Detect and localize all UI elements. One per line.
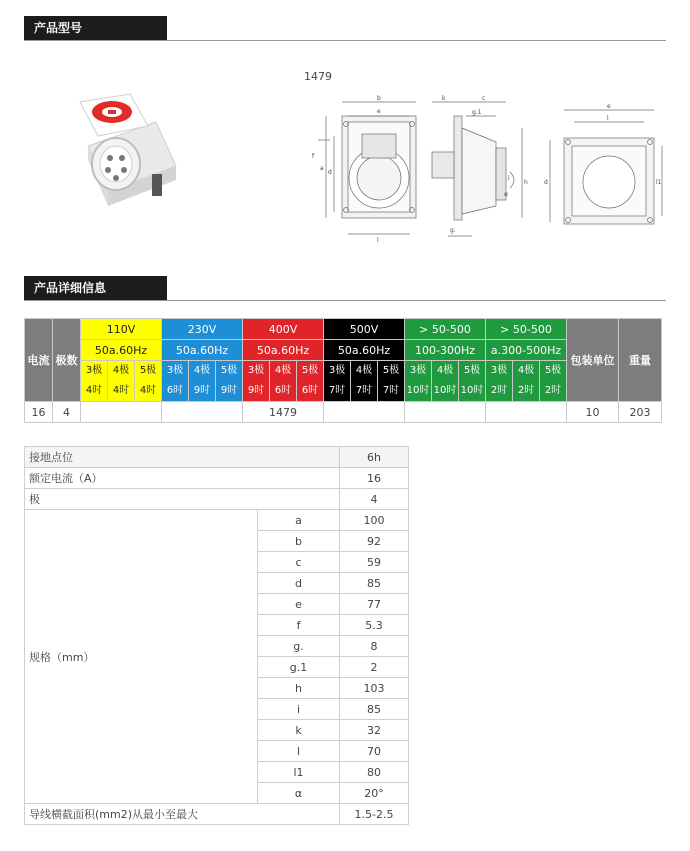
dim-key: h bbox=[258, 678, 340, 699]
dim-label: d bbox=[328, 169, 332, 176]
dim-key: k bbox=[258, 720, 340, 741]
weight-value: 203 bbox=[619, 402, 662, 423]
dim-key: i bbox=[258, 699, 340, 720]
dim-label: e bbox=[377, 108, 381, 115]
dim-key: c bbox=[258, 552, 340, 573]
pole-cell: 3极 7时 bbox=[324, 361, 351, 402]
dimension-drawing bbox=[282, 88, 667, 250]
pole-cell: 3极 6时 bbox=[162, 361, 189, 402]
dim-label: a bbox=[320, 165, 324, 172]
dim-value: 92 bbox=[340, 531, 409, 552]
dim-key: g.1 bbox=[258, 657, 340, 678]
dim-value: 85 bbox=[340, 573, 409, 594]
dim-key: l bbox=[258, 741, 340, 762]
pole-cell: 4极 10时 bbox=[432, 361, 459, 402]
dim-label: f bbox=[312, 153, 315, 160]
package-value: 10 bbox=[567, 402, 619, 423]
pole-cell: 4极 2时 bbox=[513, 361, 540, 402]
model-section-header bbox=[24, 16, 666, 41]
dim-key: α bbox=[258, 783, 340, 804]
dim-key: a bbox=[258, 510, 340, 531]
current-value: 16 bbox=[25, 402, 53, 423]
package-header: 包装单位 bbox=[567, 319, 619, 402]
freq-230: 50a.60Hz bbox=[162, 340, 243, 361]
detail-section-header bbox=[24, 276, 666, 301]
dim-value: 5.3 bbox=[340, 615, 409, 636]
pole-cell: 3极 4时 bbox=[81, 361, 108, 402]
pole-cell: 5极 2时 bbox=[540, 361, 567, 402]
dim-label: l bbox=[607, 115, 609, 122]
dim-label: e bbox=[607, 103, 611, 110]
model-number: 1479 bbox=[304, 70, 332, 83]
dim-label: g.1 bbox=[472, 109, 482, 116]
dim-key: g. bbox=[258, 636, 340, 657]
model-section-title: 产品型号 bbox=[24, 16, 167, 40]
param-label: 额定电流（A） bbox=[25, 468, 340, 489]
dim-value: 77 bbox=[340, 594, 409, 615]
dim-key: d bbox=[258, 573, 340, 594]
pole-cell: 3极 10时 bbox=[405, 361, 432, 402]
dim-value: 70 bbox=[340, 741, 409, 762]
cell-50-500-b bbox=[486, 402, 567, 423]
freq-500: 50a.60Hz bbox=[324, 340, 405, 361]
dims-label: 规格（mm） bbox=[25, 510, 258, 804]
dim-label: c bbox=[482, 95, 486, 102]
dim-value: 103 bbox=[340, 678, 409, 699]
voltage-50-500-a: > 50-500 bbox=[405, 319, 486, 340]
param-value: 16 bbox=[340, 468, 409, 489]
dim-value: 32 bbox=[340, 720, 409, 741]
dim-label: b bbox=[377, 95, 381, 102]
voltage-500: 500V bbox=[324, 319, 405, 340]
dim-label: α bbox=[504, 191, 508, 198]
dim-key: e bbox=[258, 594, 340, 615]
param-value: 6h bbox=[340, 447, 409, 468]
weight-header: 重量 bbox=[619, 319, 662, 402]
voltage-50-500-b: > 50-500 bbox=[486, 319, 567, 340]
poles-header: 极数 bbox=[53, 319, 81, 402]
freq-50-500-a: 100-300Hz bbox=[405, 340, 486, 361]
dim-value: 8 bbox=[340, 636, 409, 657]
pole-cell: 3极 2时 bbox=[486, 361, 513, 402]
dim-label: d bbox=[544, 179, 548, 186]
cell-500 bbox=[324, 402, 405, 423]
pole-cell: 5极 4时 bbox=[135, 361, 162, 402]
voltage-110: 110V bbox=[81, 319, 162, 340]
dim-label: k bbox=[442, 95, 446, 102]
pole-cell: 5极 9时 bbox=[216, 361, 243, 402]
pole-cell: 4极 7时 bbox=[351, 361, 378, 402]
cell-50-500-a bbox=[405, 402, 486, 423]
dim-label: i bbox=[508, 175, 510, 182]
cell-230 bbox=[162, 402, 243, 423]
current-header: 电流 bbox=[25, 319, 53, 402]
freq-400: 50a.60Hz bbox=[243, 340, 324, 361]
freq-50-500-b: a.300-500Hz bbox=[486, 340, 567, 361]
cell-110 bbox=[81, 402, 162, 423]
freq-110: 50a.60Hz bbox=[81, 340, 162, 361]
param-value: 4 bbox=[340, 489, 409, 510]
dim-value: 85 bbox=[340, 699, 409, 720]
pole-cell: 5极 6时 bbox=[297, 361, 324, 402]
dim-label: g. bbox=[450, 227, 456, 234]
product-photo bbox=[68, 88, 186, 220]
dim-label: h bbox=[524, 179, 528, 186]
param-label: 极 bbox=[25, 489, 340, 510]
pole-cell: 4极 6时 bbox=[270, 361, 297, 402]
dim-key: b bbox=[258, 531, 340, 552]
dim-label: l1 bbox=[656, 179, 662, 186]
pole-cell: 4极 9时 bbox=[189, 361, 216, 402]
dim-value: 80 bbox=[340, 762, 409, 783]
pole-cell: 5极 7时 bbox=[378, 361, 405, 402]
pole-cell: 5极 10时 bbox=[459, 361, 486, 402]
pole-cell: 4极 4时 bbox=[108, 361, 135, 402]
dim-value: 100 bbox=[340, 510, 409, 531]
spec-table bbox=[24, 318, 662, 423]
params-table bbox=[24, 446, 409, 825]
voltage-400: 400V bbox=[243, 319, 324, 340]
poles-value: 4 bbox=[53, 402, 81, 423]
pole-cell: 3极 9时 bbox=[243, 361, 270, 402]
dim-label: l bbox=[377, 237, 379, 244]
dim-value: 59 bbox=[340, 552, 409, 573]
detail-section-title: 产品详细信息 bbox=[24, 276, 167, 300]
dim-key: f bbox=[258, 615, 340, 636]
wire-label: 导线横截面积(mm2)从最小至最大 bbox=[25, 804, 340, 825]
model-value: 1479 bbox=[243, 402, 324, 423]
dim-key: l1 bbox=[258, 762, 340, 783]
dim-value: 2 bbox=[340, 657, 409, 678]
wire-value: 1.5-2.5 bbox=[340, 804, 409, 825]
dim-value: 20° bbox=[340, 783, 409, 804]
param-label: 接地点位 bbox=[25, 447, 340, 468]
voltage-230: 230V bbox=[162, 319, 243, 340]
